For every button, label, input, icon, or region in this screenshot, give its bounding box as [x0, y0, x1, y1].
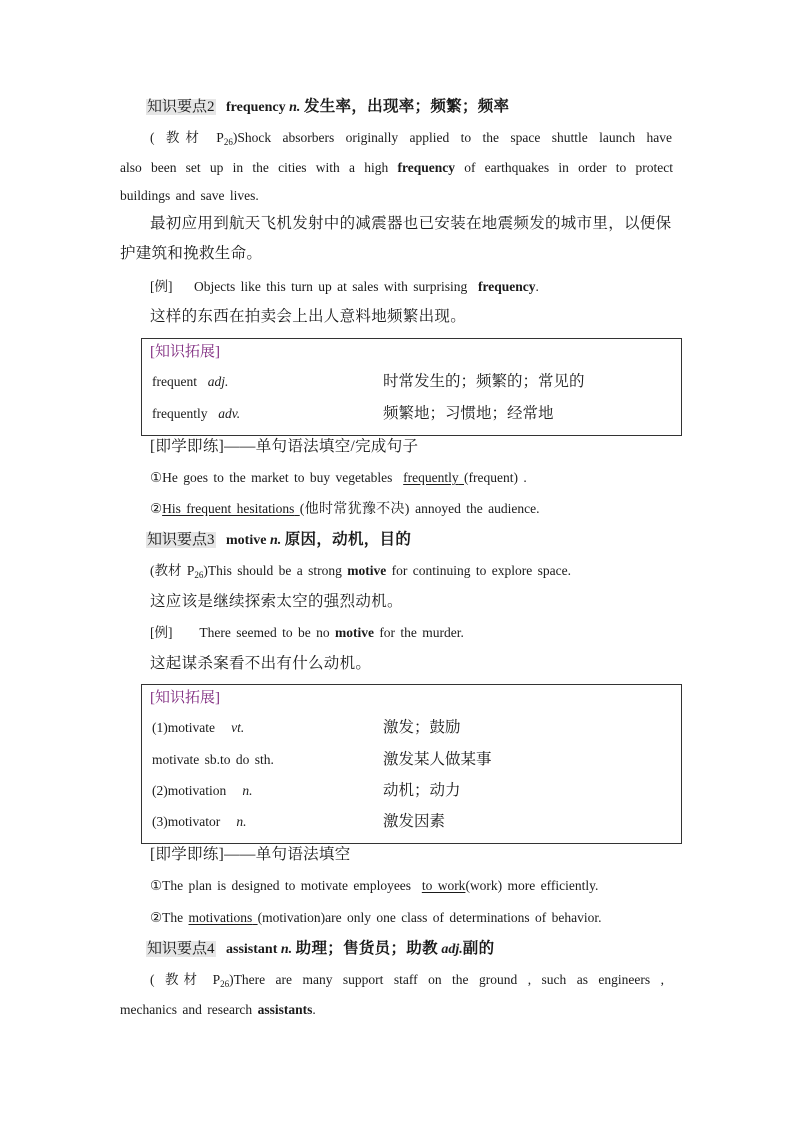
kp3-textbook-keyword: motive [347, 563, 387, 578]
kp3-ext-row3-meaning: 动机；动力 [383, 782, 461, 799]
kp2-example-keyword: frequency [477, 279, 536, 294]
kp3-practice-1-answer: to work [421, 878, 466, 893]
kp4-pos: n. [280, 942, 293, 957]
kp4-textbook-line1: ( 教材 $P_{26})There$ are many support staff on the ground , such as engineers , [150, 972, 664, 989]
kp2-meaning: 发生率，出现率；频繁；频率 [303, 98, 510, 115]
kp3-word: motive [226, 533, 267, 548]
kp2-example: [例] Objects like this turn up at sales with surprising frequency. [150, 279, 539, 294]
kp2-extension-title: [知识拓展] [150, 344, 220, 360]
kp3-ext-row4-meaning: 激发因素 [383, 813, 446, 830]
kp4-textbook-ref: ( 教材 $P_{26}$) [150, 972, 234, 989]
kp2-ext-row2-meaning: 频繁地；习惯地；经常地 [383, 405, 554, 422]
kp4-heading [146, 939, 494, 960]
kp3-pos: n. [269, 533, 282, 548]
kp4-badge: 知识要点4 [147, 941, 215, 957]
kp3-ext-row4-word: (3)motivator n. [152, 814, 247, 829]
kp3-extension-title: [知识拓展] [150, 690, 220, 706]
kp2-practice-title: [即学即练]——单句语法填空/完成句子 [150, 438, 419, 455]
kp2-example-cn: 这样的东西在拍卖会上出人意料地频繁出现。 [150, 308, 467, 325]
kp4-word: assistant [226, 942, 278, 957]
kp3-ext-row2-meaning: 激发某人做某事 [383, 751, 492, 768]
kp3-ext-row2-word: motivate sb.to do sth. [152, 752, 274, 767]
kp2-textbook-line3: buildings and save lives. [120, 188, 259, 203]
kp3-meaning: 原因，动机，目的 [284, 531, 412, 548]
kp3-badge: 知识要点3 [147, 532, 215, 548]
kp2-ext-row1-meaning: 时常发生的；频繁的；常见的 [383, 373, 585, 390]
kp3-example-label: [例] [150, 625, 173, 640]
kp4-meaning-a: 助理；售货员；助教 [295, 940, 438, 957]
kp2-practice-1-answer: frequently [403, 470, 459, 485]
kp3-practice-2: ②The motivations (motivation)are only one class of determinations of behavior. [150, 910, 602, 925]
kp2-textbook-keyword: frequency [397, 160, 455, 175]
kp2-textbook-line2: also been set up in the cities with a high frequency of earthquakes in order to protect [120, 160, 674, 175]
kp2-ext-row1-word: frequent adj. [152, 374, 229, 389]
kp3-translation: 这应该是继续探索太空的强烈动机。 [150, 593, 403, 610]
kp2-translation-line2: 护建筑和挽救生命。 [120, 245, 263, 262]
kp3-heading [146, 530, 411, 551]
kp2-translation-line1: 最初应用到航天飞机发射中的减震器也已安装在地震频发的城市里，以便保 [150, 215, 672, 232]
kp4-pos2: adj. [441, 942, 463, 957]
kp2-textbook-line1: ( 教材 $P_{26})Shock$ absorbers originally applied to the space shuttle launch have [150, 130, 672, 147]
kp2-practice-1: ①He goes to the market to buy vegetables frequently (frequent) . [150, 470, 527, 485]
kp3-example: [例] There seemed to be no motive for the murder. [150, 625, 464, 640]
kp4-textbook-line2: mechanics and research assistants. [120, 1002, 316, 1017]
kp3-example-keyword: motive [334, 625, 374, 640]
kp4-textbook-keyword: assistants [257, 1002, 313, 1017]
kp4-meaning-b: 副的 [462, 940, 495, 957]
kp3-ext-row1-meaning: 激发；鼓励 [383, 719, 461, 736]
kp2-ext-row2-word: frequently adv. [152, 406, 241, 421]
kp2-badge: 知识要点2 [147, 99, 215, 115]
kp3-practice-1: ①The plan is designed to motivate employees to work(work) more efficiently. [150, 878, 599, 893]
kp3-practice-2-answer: motivations [188, 910, 253, 925]
kp3-practice-title: [即学即练]——单句语法填空 [150, 846, 351, 863]
kp2-textbook-ref: ( 教材 $P_{26}$) [150, 130, 238, 147]
kp2-pos: n. [289, 100, 301, 115]
kp3-ext-row3-word: (2)motivation n. [152, 783, 253, 798]
kp2-heading [146, 97, 509, 118]
kp3-ext-row1-word: (1)motivate vt. [152, 720, 245, 735]
kp3-textbook: (教材 $P_{26})This$ should be a strong motive for continuing to explore space. [150, 563, 571, 580]
kp2-word: frequency [226, 100, 286, 115]
kp2-practice-2: ②His frequent hesitations (他时常犹豫不决) annoyed the audience. [150, 501, 540, 517]
kp2-example-label: [例] [150, 279, 173, 294]
kp3-example-cn: 这起谋杀案看不出有什么动机。 [150, 655, 372, 672]
kp3-textbook-ref: (教材 $P_{26}$) [150, 563, 208, 580]
kp2-practice-2-answer: His frequent hesitations [162, 501, 295, 516]
